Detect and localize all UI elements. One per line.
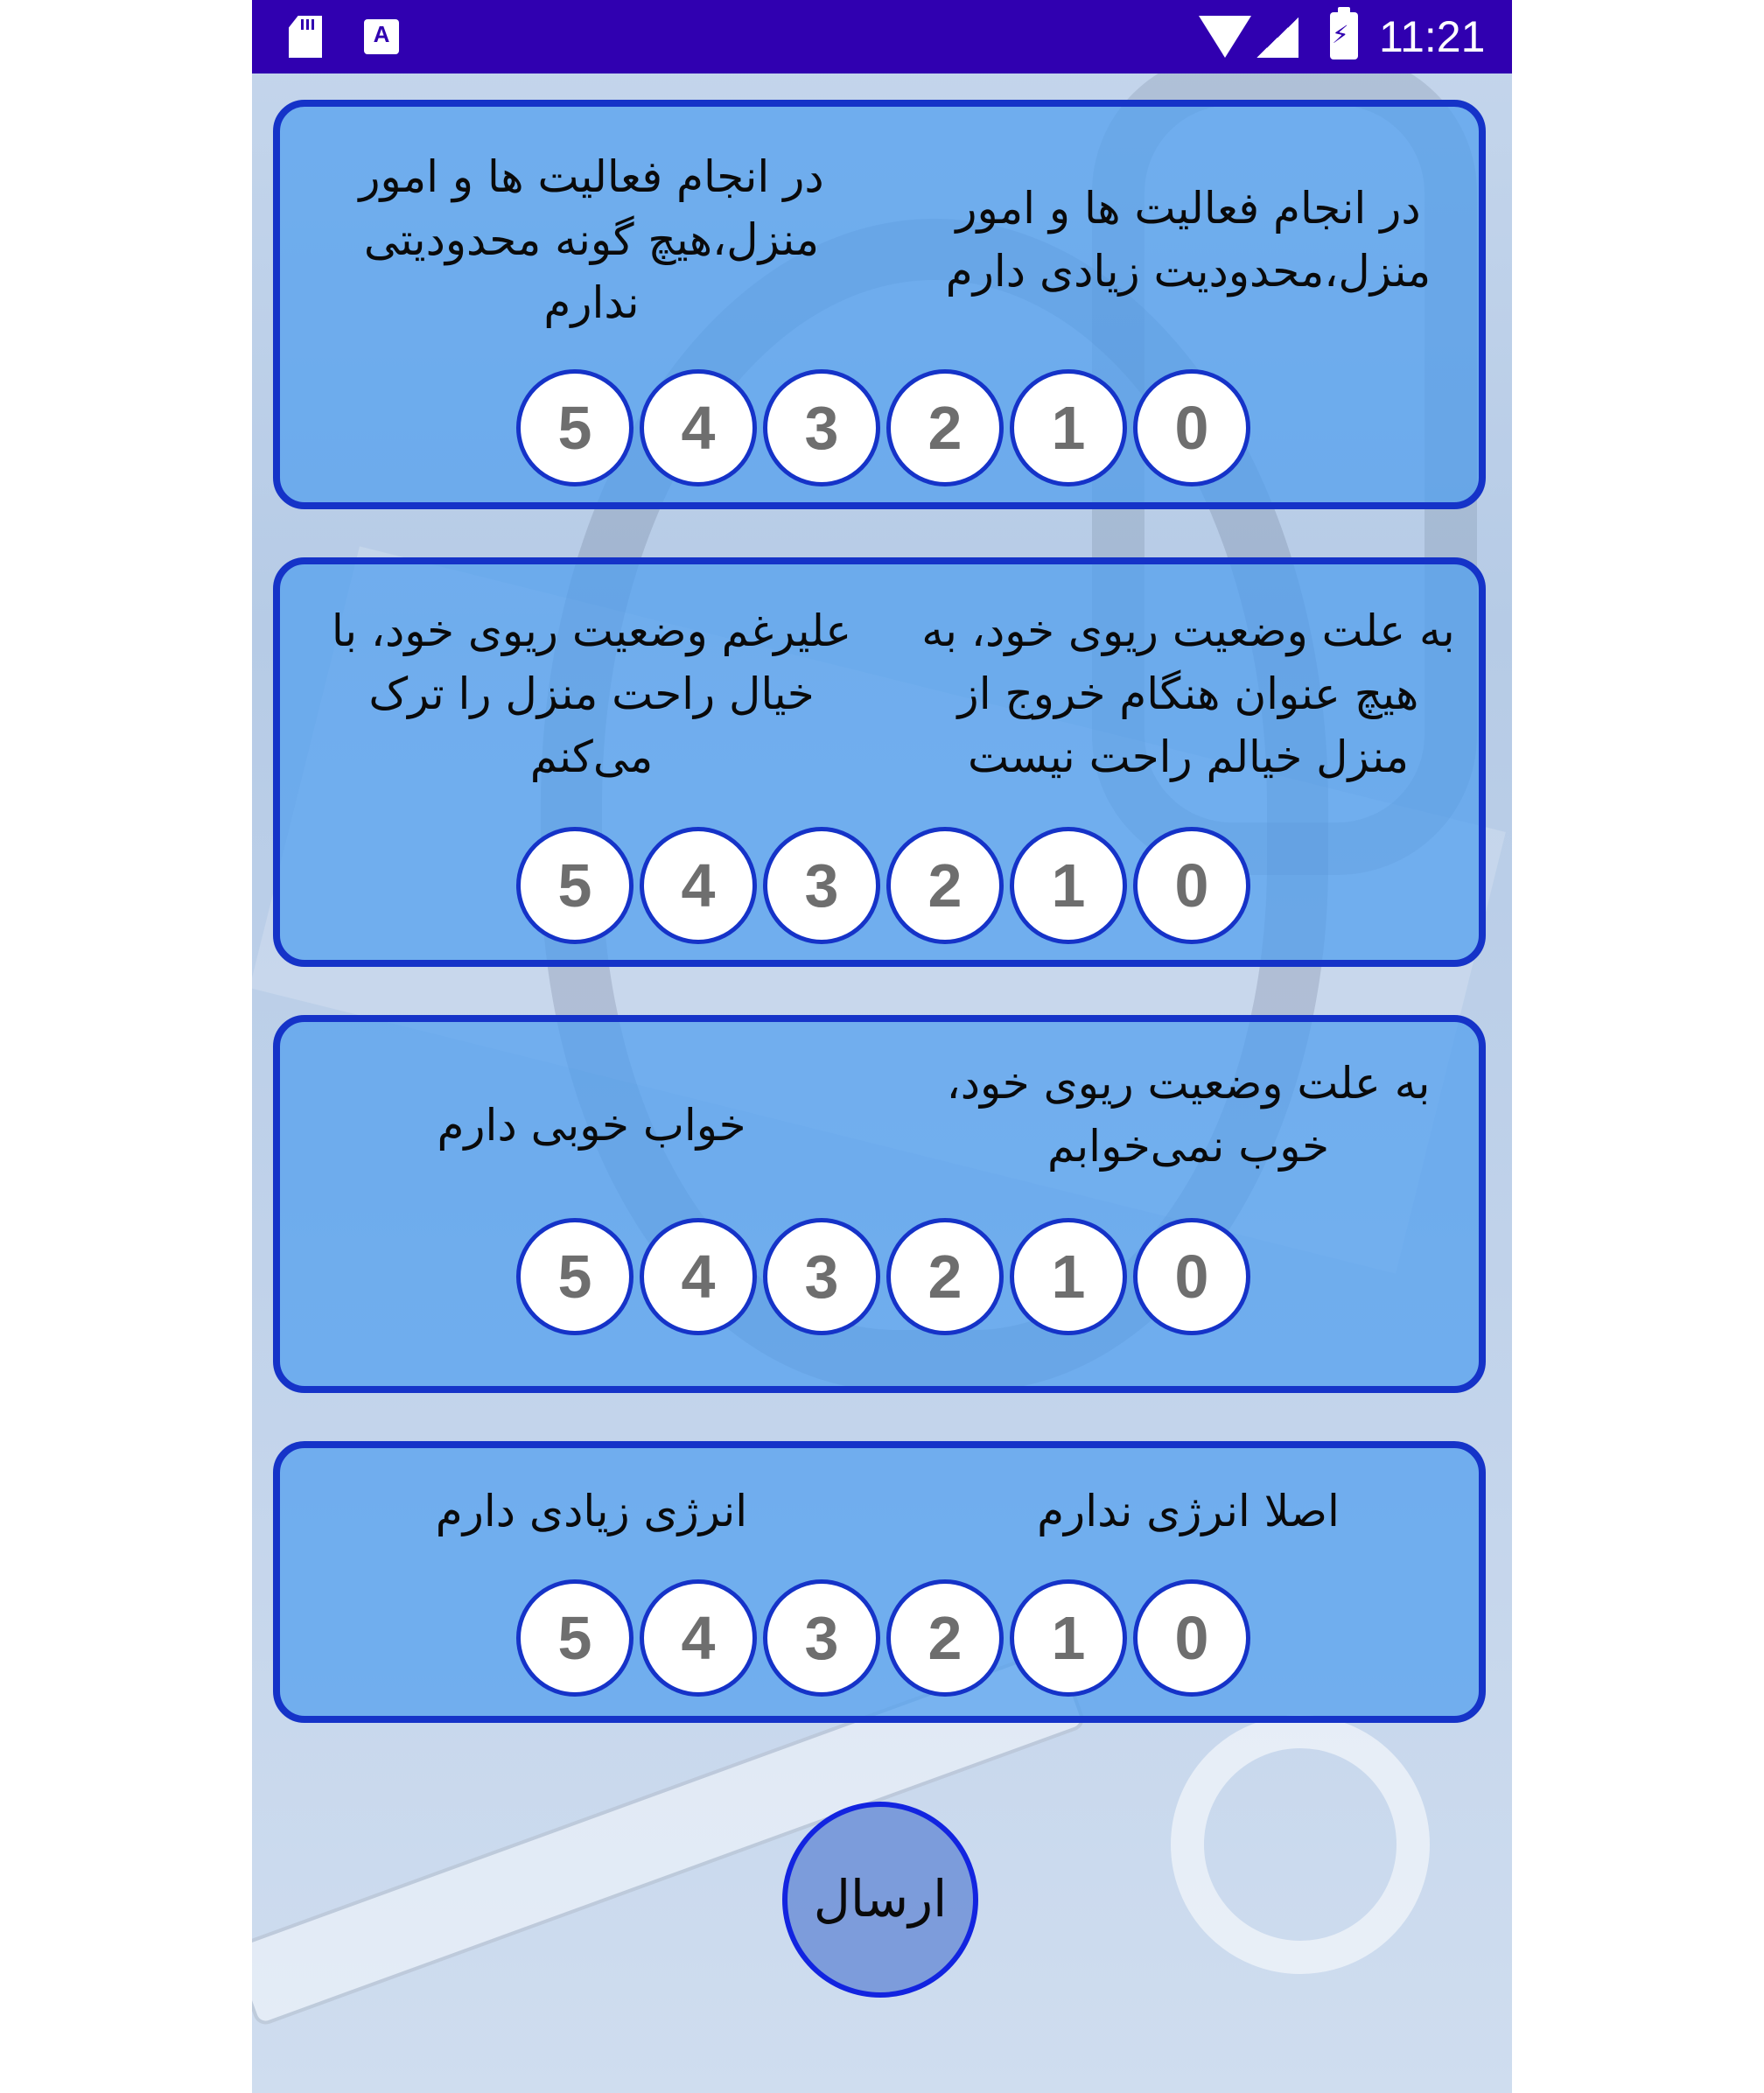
question-3-positive-label: خواب خوبی دارم (437, 1100, 746, 1151)
question-4-negative-label: اصلا انرژی ندارم (1037, 1486, 1340, 1536)
question-3-negative-label: به علت وضعیت ریوی خود، خوب نمی‌خوابم (946, 1058, 1431, 1172)
option-3[interactable]: 3 (763, 1579, 880, 1697)
option-1[interactable]: 1 (1010, 1218, 1127, 1335)
option-2[interactable]: 2 (886, 1579, 1004, 1697)
question-4-positive-label: انرژی زیادی دارم (435, 1486, 748, 1536)
app-screen (252, 0, 1512, 2093)
option-5[interactable]: 5 (516, 827, 634, 944)
question-1-scale (516, 369, 1242, 486)
question-1-negative-label: در انجام فعالیت ها و امور منزل،محدودیت زیادی دارم (945, 183, 1432, 297)
option-2[interactable]: 2 (886, 369, 1004, 486)
background-tape-roll (1171, 1715, 1430, 1974)
option-5[interactable]: 5 (516, 369, 634, 486)
app-notification-icon: A (364, 19, 399, 54)
option-1[interactable]: 1 (1010, 369, 1127, 486)
sd-card-icon (289, 16, 322, 58)
option-3[interactable]: 3 (763, 369, 880, 486)
question-2-negative-label: به علت وضعیت ریوی خود، به هیچ عنوان هنگام خروج از منزل خیالم راحت نیست (921, 606, 1455, 782)
option-0[interactable]: 0 (1133, 1579, 1250, 1697)
status-time: 11:21 (1379, 12, 1486, 61)
question-card-3 (273, 1015, 1486, 1393)
question-card-4 (273, 1441, 1486, 1723)
battery-charging-icon (1330, 12, 1358, 60)
question-2-positive-label: علیرغم وضعیت ریوی خود، با خیال راحت منزل را ترک می‌کنم (331, 606, 852, 782)
submit-button[interactable]: ارسال (782, 1802, 978, 1998)
status-bar (252, 0, 1512, 74)
question-3-scale (516, 1218, 1242, 1335)
option-2[interactable]: 2 (886, 827, 1004, 944)
option-0[interactable]: 0 (1133, 827, 1250, 944)
option-4[interactable]: 4 (640, 369, 757, 486)
option-1[interactable]: 1 (1010, 827, 1127, 944)
question-1-positive-label: در انجام فعالیت ها و امور منزل،هیچ گونه محدودیتی ندارم (359, 151, 824, 328)
option-2[interactable]: 2 (886, 1218, 1004, 1335)
option-4[interactable]: 4 (640, 1218, 757, 1335)
signal-icon (1256, 18, 1298, 58)
option-5[interactable]: 5 (516, 1218, 634, 1335)
option-4[interactable]: 4 (640, 1579, 757, 1697)
option-0[interactable]: 0 (1133, 1218, 1250, 1335)
question-card-2 (273, 557, 1486, 967)
option-4[interactable]: 4 (640, 827, 757, 944)
option-3[interactable]: 3 (763, 827, 880, 944)
option-1[interactable]: 1 (1010, 1579, 1127, 1697)
option-0[interactable]: 0 (1133, 369, 1250, 486)
question-4-scale (516, 1579, 1242, 1697)
question-card-1 (273, 100, 1486, 509)
option-3[interactable]: 3 (763, 1218, 880, 1335)
option-5[interactable]: 5 (516, 1579, 634, 1697)
question-2-scale (516, 827, 1242, 944)
wifi-icon (1199, 16, 1251, 58)
